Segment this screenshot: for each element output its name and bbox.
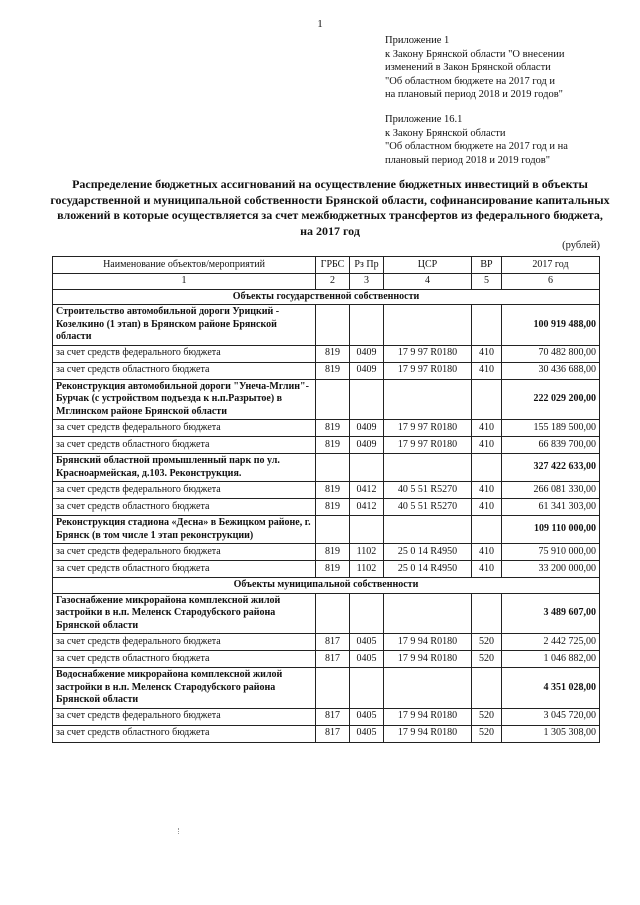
grbs-code: 817: [316, 634, 350, 651]
rzpr-code: 0405: [350, 725, 384, 742]
grbs-code: 817: [316, 725, 350, 742]
column-number: 6: [502, 274, 600, 290]
grbs-code: 819: [316, 561, 350, 578]
object-row: [53, 516, 600, 544]
header-cell: ГРБС: [316, 257, 350, 274]
rzpr-code: 0412: [350, 499, 384, 516]
funding-source: за счет средств федерального бюджета: [53, 634, 316, 651]
empty-cell: [384, 379, 472, 420]
empty-cell: [472, 516, 502, 544]
funding-row: [53, 708, 600, 725]
appendix-16-1-line: плановый период 2018 и 2019 годов": [385, 154, 551, 166]
header-cell: 2017 год: [502, 257, 600, 274]
object-total: 222 029 200,00: [502, 379, 600, 420]
object-name: Водоснабжение микрорайона комплексной жилой застройки в н.п. Меленск Стародубского района Брянской области: [53, 668, 316, 709]
empty-cell: [472, 379, 502, 420]
csr-code: 17 9 97 R0180: [384, 420, 472, 437]
empty-cell: [350, 668, 384, 709]
vr-code: 520: [472, 634, 502, 651]
rzpr-code: 1102: [350, 544, 384, 561]
section-row: [53, 289, 600, 305]
empty-cell: [316, 454, 350, 482]
table-body: [53, 274, 600, 743]
amount: 70 482 800,00: [502, 345, 600, 362]
rzpr-code: 1102: [350, 561, 384, 578]
funding-source: за счет средств областного бюджета: [53, 651, 316, 668]
csr-code: 25 0 14 R4950: [384, 544, 472, 561]
funding-row: [53, 362, 600, 379]
csr-code: 40 5 51 R5270: [384, 482, 472, 499]
empty-cell: [384, 668, 472, 709]
funding-row: [53, 345, 600, 362]
object-name: Газоснабжение микрорайона комплексной жилой застройки в н.п. Меленск Стародубского района Брянской области: [53, 593, 316, 634]
empty-cell: [350, 454, 384, 482]
empty-cell: [350, 593, 384, 634]
empty-cell: [316, 305, 350, 346]
header-cell: Наименование объектов/мероприятий: [53, 257, 316, 274]
amount: 30 436 688,00: [502, 362, 600, 379]
grbs-code: 819: [316, 345, 350, 362]
amount: 3 045 720,00: [502, 708, 600, 725]
vr-code: 520: [472, 708, 502, 725]
empty-cell: [316, 593, 350, 634]
empty-cell: [472, 454, 502, 482]
funding-row: [53, 499, 600, 516]
object-total: 327 422 633,00: [502, 454, 600, 482]
object-row: [53, 593, 600, 634]
funding-source: за счет средств федерального бюджета: [53, 544, 316, 561]
funding-source: за счет средств областного бюджета: [53, 561, 316, 578]
empty-cell: [316, 379, 350, 420]
empty-cell: [384, 454, 472, 482]
vr-code: 410: [472, 499, 502, 516]
empty-cell: [384, 593, 472, 634]
object-name: Реконструкция автомобильной дороги "Унеча-Мглин"-Бурчак (с устройством подъезда к н.п.Разрытое) в Мглинском районе Брянской области: [53, 379, 316, 420]
funding-row: [53, 437, 600, 454]
rzpr-code: 0409: [350, 362, 384, 379]
funding-source: за счет средств областного бюджета: [53, 725, 316, 742]
empty-cell: [316, 516, 350, 544]
csr-code: 17 9 97 R0180: [384, 437, 472, 454]
amount: 1 046 882,00: [502, 651, 600, 668]
empty-cell: [316, 668, 350, 709]
appendix-16-1-line: к Закону Брянской области: [385, 127, 506, 139]
object-total: 100 919 488,00: [502, 305, 600, 346]
funding-row: [53, 634, 600, 651]
vr-code: 410: [472, 482, 502, 499]
section-title: Объекты государственной собственности: [53, 289, 600, 305]
vr-code: 410: [472, 362, 502, 379]
amount: 66 839 700,00: [502, 437, 600, 454]
grbs-code: 819: [316, 499, 350, 516]
budget-table: [52, 256, 600, 743]
vr-code: 410: [472, 437, 502, 454]
rzpr-code: 0405: [350, 708, 384, 725]
vr-code: 410: [472, 561, 502, 578]
empty-cell: [350, 516, 384, 544]
amount: 61 341 303,00: [502, 499, 600, 516]
appendix-16-1-line: Приложение 16.1: [385, 114, 463, 125]
column-number: 2: [316, 274, 350, 290]
empty-cell: [350, 305, 384, 346]
header-row: [53, 257, 600, 274]
csr-code: 17 9 94 R0180: [384, 651, 472, 668]
amount: 2 442 725,00: [502, 634, 600, 651]
rzpr-code: 0405: [350, 634, 384, 651]
vr-code: 520: [472, 725, 502, 742]
csr-code: 17 9 94 R0180: [384, 725, 472, 742]
funding-row: [53, 651, 600, 668]
funding-row: [53, 561, 600, 578]
object-total: 109 110 000,00: [502, 516, 600, 544]
rzpr-code: 0405: [350, 651, 384, 668]
amount: 33 200 000,00: [502, 561, 600, 578]
csr-code: 17 9 94 R0180: [384, 634, 472, 651]
rzpr-code: 0412: [350, 482, 384, 499]
rzpr-code: 0409: [350, 420, 384, 437]
rzpr-code: 0409: [350, 437, 384, 454]
rzpr-code: 0409: [350, 345, 384, 362]
document-title: Распределение бюджетных ассигнований на осуществление бюджетных инвестиций в объекты государственной и муниципальной собственности Брянской области, софинансирование капитальных вложений в которые осуществляется за счет межбюджетных трансфертов из федерального бюджета, на 2017 год: [50, 177, 610, 238]
appendix-1-block: [385, 34, 625, 102]
amount: 155 189 500,00: [502, 420, 600, 437]
object-row: [53, 379, 600, 420]
object-row: [53, 454, 600, 482]
unit-label: (рублей): [562, 240, 600, 251]
appendix-1-line: Приложение 1: [385, 35, 450, 46]
appendix-1-line: на плановый период 2018 и 2019 годов": [385, 89, 563, 100]
column-number: 5: [472, 274, 502, 290]
header-cell: ЦСР: [384, 257, 472, 274]
funding-source: за счет средств областного бюджета: [53, 362, 316, 379]
object-total: 4 351 028,00: [502, 668, 600, 709]
amount: 75 910 000,00: [502, 544, 600, 561]
object-row: [53, 668, 600, 709]
funding-row: [53, 544, 600, 561]
grbs-code: 819: [316, 420, 350, 437]
funding-source: за счет средств федерального бюджета: [53, 708, 316, 725]
empty-cell: [472, 593, 502, 634]
object-name: Брянский областной промышленный парк по ул. Красноармейская, д.103. Реконструкция.: [53, 454, 316, 482]
column-number-row: [53, 274, 600, 290]
grbs-code: 819: [316, 362, 350, 379]
column-number: 4: [384, 274, 472, 290]
header-cell: Рз Пр: [350, 257, 384, 274]
csr-code: 17 9 97 R0180: [384, 345, 472, 362]
grbs-code: 819: [316, 482, 350, 499]
object-name: Реконструкция стадиона «Десна» в Бежицком районе, г. Брянск (в том числе 1 этап реконструкции): [53, 516, 316, 544]
vr-code: 410: [472, 345, 502, 362]
amount: 266 081 330,00: [502, 482, 600, 499]
page-number: 1: [317, 18, 323, 30]
appendix-16-1-line: "Об областном бюджете на 2017 год и на: [385, 141, 568, 152]
empty-cell: [384, 305, 472, 346]
grbs-code: 819: [316, 544, 350, 561]
vr-code: 410: [472, 420, 502, 437]
appendix-1-line: "Об областном бюджете на 2017 год и: [385, 75, 556, 87]
section-title: Объекты муниципальной собственности: [53, 578, 600, 594]
amount: 1 305 308,00: [502, 725, 600, 742]
csr-code: 25 0 14 R4950: [384, 561, 472, 578]
grbs-code: 817: [316, 708, 350, 725]
funding-row: [53, 482, 600, 499]
vr-code: 520: [472, 651, 502, 668]
scan-mark: [178, 828, 180, 834]
object-name: Строительство автомобильной дороги Урицкий - Козелкино (1 этап) в Брянском районе Брянской области: [53, 305, 316, 346]
grbs-code: 817: [316, 651, 350, 668]
header-cell: ВР: [472, 257, 502, 274]
column-number: 1: [53, 274, 316, 290]
object-total: 3 489 607,00: [502, 593, 600, 634]
funding-source: за счет средств областного бюджета: [53, 437, 316, 454]
vr-code: 410: [472, 544, 502, 561]
empty-cell: [472, 305, 502, 346]
grbs-code: 819: [316, 437, 350, 454]
funding-source: за счет средств федерального бюджета: [53, 345, 316, 362]
empty-cell: [472, 668, 502, 709]
section-row: [53, 578, 600, 594]
funding-row: [53, 725, 600, 742]
funding-row: [53, 420, 600, 437]
appendix-1-line: изменений в Закон Брянской области: [385, 62, 551, 73]
empty-cell: [384, 516, 472, 544]
csr-code: 40 5 51 R5270: [384, 499, 472, 516]
funding-source: за счет средств федерального бюджета: [53, 482, 316, 499]
object-row: [53, 305, 600, 346]
csr-code: 17 9 94 R0180: [384, 708, 472, 725]
empty-cell: [350, 379, 384, 420]
column-number: 3: [350, 274, 384, 290]
funding-source: за счет средств областного бюджета: [53, 499, 316, 516]
csr-code: 17 9 97 R0180: [384, 362, 472, 379]
appendix-1-line: к Закону Брянской области "О внесении: [385, 48, 565, 60]
funding-source: за счет средств федерального бюджета: [53, 420, 316, 437]
appendix-16-1-block: [385, 113, 625, 167]
